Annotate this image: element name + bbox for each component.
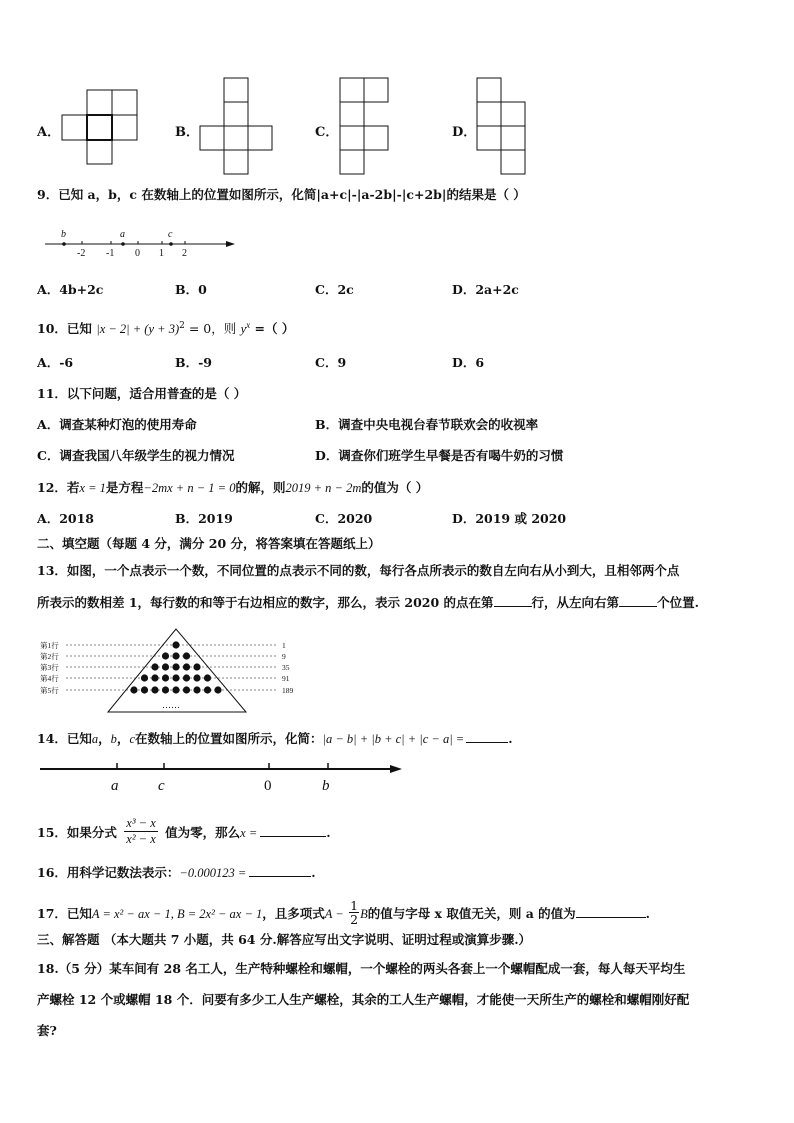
q13-row-label-2: 第2行 — [40, 652, 59, 661]
q11-option-b: B．调查中央电视台春节联欢会的收视率 — [315, 417, 539, 432]
q9-point-b: b — [61, 229, 66, 240]
q10-option-a: A．-6 — [37, 355, 74, 370]
q17-stem: 17．已知A = x² − ax − 1, B = 2x² − ax − 1，且多项式A − $\frac{1}{2}$ B的值与字母 x 取值无关，则 a 的值为 . — [37, 898, 651, 927]
q8-option-b-label: B． — [175, 125, 199, 140]
q13-row-sum-5: 189 — [282, 686, 294, 695]
q13-dot — [204, 674, 211, 681]
q13-row-sum-2: 9 — [282, 652, 286, 661]
q13-dot — [214, 686, 221, 693]
q13-row-sum-4: 91 — [282, 674, 290, 683]
q13-ellipsis: …… — [162, 700, 180, 710]
q11-option-d: D．调查你们班学生早餐是否有喝牛奶的习惯 — [315, 448, 564, 463]
q12-stem: 12．若x = 1是方程−2mx + n − 1 = 0的解，则2019 + n − 2m的值为（ ） — [37, 480, 429, 495]
q9-point-a: a — [120, 229, 125, 240]
q13-row-sum-1: 1 — [282, 641, 286, 650]
q9-option-d: D．2a+2c — [452, 282, 519, 297]
q13-line2: 所表示的数相差 1，每行数的和等于右边相应的数字，那么，表示 2020 的点在第 行，从左向右第 个位置. — [37, 595, 699, 610]
q9-option-c: C．2c — [315, 282, 354, 297]
q13-dot — [172, 663, 179, 670]
q8-option-d-label: D． — [452, 125, 477, 140]
q13-dot-triangle — [38, 626, 298, 716]
q13-dot — [172, 686, 179, 693]
q14-label-c: c — [158, 778, 165, 794]
q13-dot — [183, 686, 190, 693]
q13-dot — [183, 652, 190, 659]
q10-option-d: D．6 — [452, 355, 485, 370]
q13-row-label-4: 第4行 — [40, 674, 59, 683]
q14-label-a: a — [111, 778, 119, 794]
q10-option-c: C．9 — [315, 355, 347, 370]
q11-stem: 11．以下问题，适合用普查的是（ ） — [37, 386, 247, 401]
q18-line3: 套? — [37, 1023, 57, 1038]
q13-blank-position — [619, 594, 657, 607]
q13-dot — [151, 674, 158, 681]
q15-stem: 15．如果分式 $\frac{\text{x³ − x}}{\text{x² − x}}$ 值为零，那么x = . — [37, 816, 331, 846]
q13-dot — [183, 674, 190, 681]
q9-tick-0: 0 — [135, 248, 140, 259]
q15-answer-blank — [260, 824, 326, 837]
q14-answer-blank — [466, 730, 508, 743]
q13-dot — [172, 641, 179, 648]
q13-dot — [130, 686, 137, 693]
q16-stem: 16．用科学记数法表示：−0.000123 = . — [37, 865, 316, 880]
q18-line2: 产螺栓 12 个或螺帽 18 个．问要有多少工人生产螺栓，其余的工人生产螺帽，才能使一天所生产的螺栓和螺帽刚好配 — [37, 992, 690, 1007]
q9-option-a: A．4b+2c — [37, 282, 104, 297]
q8-net-c — [340, 78, 390, 178]
section-3-heading: 三、解答题 （本大题共 7 小题，共 64 分.解答应写出文字说明、证明过程或演算步骤.） — [37, 932, 532, 947]
q12-option-c: C．2020 — [315, 511, 373, 526]
q9-tick-neg1: -1 — [106, 248, 115, 259]
q9-option-b: B．0 — [175, 282, 207, 297]
q17-fraction-half: $\frac{1}{2}$ — [350, 898, 359, 927]
q8-net-b — [200, 78, 274, 176]
q8-net-d — [477, 78, 527, 178]
section-2-heading: 二、填空题（每题 4 分，满分 20 分，将答案填在答题纸上） — [37, 536, 381, 551]
q13-dot — [193, 686, 200, 693]
q10-equation: |x − 2| + (y + 3) — [96, 322, 180, 337]
q13-row-label-3: 第3行 — [40, 663, 59, 672]
q13-dot — [162, 663, 169, 670]
q8-option-a-label: A． — [37, 125, 61, 140]
q9-tick-2: 2 — [182, 248, 187, 259]
q8-option-c-label: C． — [315, 125, 339, 140]
q14-label-0: 0 — [264, 778, 272, 794]
q13-row-label-1: 第1行 — [40, 641, 59, 650]
q13-dot — [162, 652, 169, 659]
q13-dot — [172, 652, 179, 659]
q13-line1: 13．如图，一个点表示一个数，不同位置的点表示不同的数，每行各点所表示的数自左向右从小到大，且相邻两个点 — [37, 563, 680, 578]
q9-stem: 9．已知 a，b，c 在数轴上的位置如图所示，化简|a+c|-|a-2b|-|c+2b|的结果是（ ） — [37, 187, 526, 202]
q18-line1: 18.（5 分）某车间有 28 名工人，生产特种螺栓和螺帽，一个螺栓的两头各套上一个螺帽配成一套，每人每天平均生 — [37, 961, 686, 976]
q8-net-a — [62, 90, 138, 164]
q12-option-d: D．2019 或 2020 — [452, 511, 567, 526]
q11-option-c: C．调查我国八年级学生的视力情况 — [37, 448, 235, 463]
q13-dot — [193, 674, 200, 681]
q9-number-line — [45, 226, 240, 260]
q13-dot — [193, 663, 200, 670]
q13-dot — [141, 674, 148, 681]
q13-dot — [183, 663, 190, 670]
q13-dot — [141, 686, 148, 693]
q10-stem: 10．已知 $|x - 2| + (y + 3)^2 = 0$，则 $y^x$ =（ ） — [37, 320, 295, 337]
q16-answer-blank — [249, 864, 311, 877]
q14-number-line — [40, 752, 405, 796]
q13-row-sum-3: 35 — [282, 663, 290, 672]
q13-dot — [162, 674, 169, 681]
q11-option-a: A．调查某种灯泡的使用寿命 — [37, 417, 197, 432]
q17-answer-blank — [576, 905, 646, 918]
q12-option-b: B．2019 — [175, 511, 233, 526]
q9-point-c: c — [168, 229, 173, 240]
q14-label-b: b — [322, 778, 330, 794]
q14-stem: 14．已知a，b，c在数轴上的位置如图所示，化简：|a − b| + |b + c| + |c − a| = . — [37, 731, 513, 746]
q10-option-b: B．-9 — [175, 355, 212, 370]
q13-row-label-5: 第5行 — [40, 686, 59, 695]
q13-dot — [151, 663, 158, 670]
q13-dot — [162, 686, 169, 693]
q13-dot — [151, 686, 158, 693]
q13-dot — [204, 686, 211, 693]
q9-tick-neg2: -2 — [77, 248, 86, 259]
q13-dot — [172, 674, 179, 681]
q9-tick-1: 1 — [159, 248, 164, 259]
q13-blank-row — [494, 594, 532, 607]
q12-option-a: A．2018 — [37, 511, 94, 526]
q15-fraction: $\frac{\text{x³ − x}}{\text{x² − x}}$ — [126, 816, 156, 846]
